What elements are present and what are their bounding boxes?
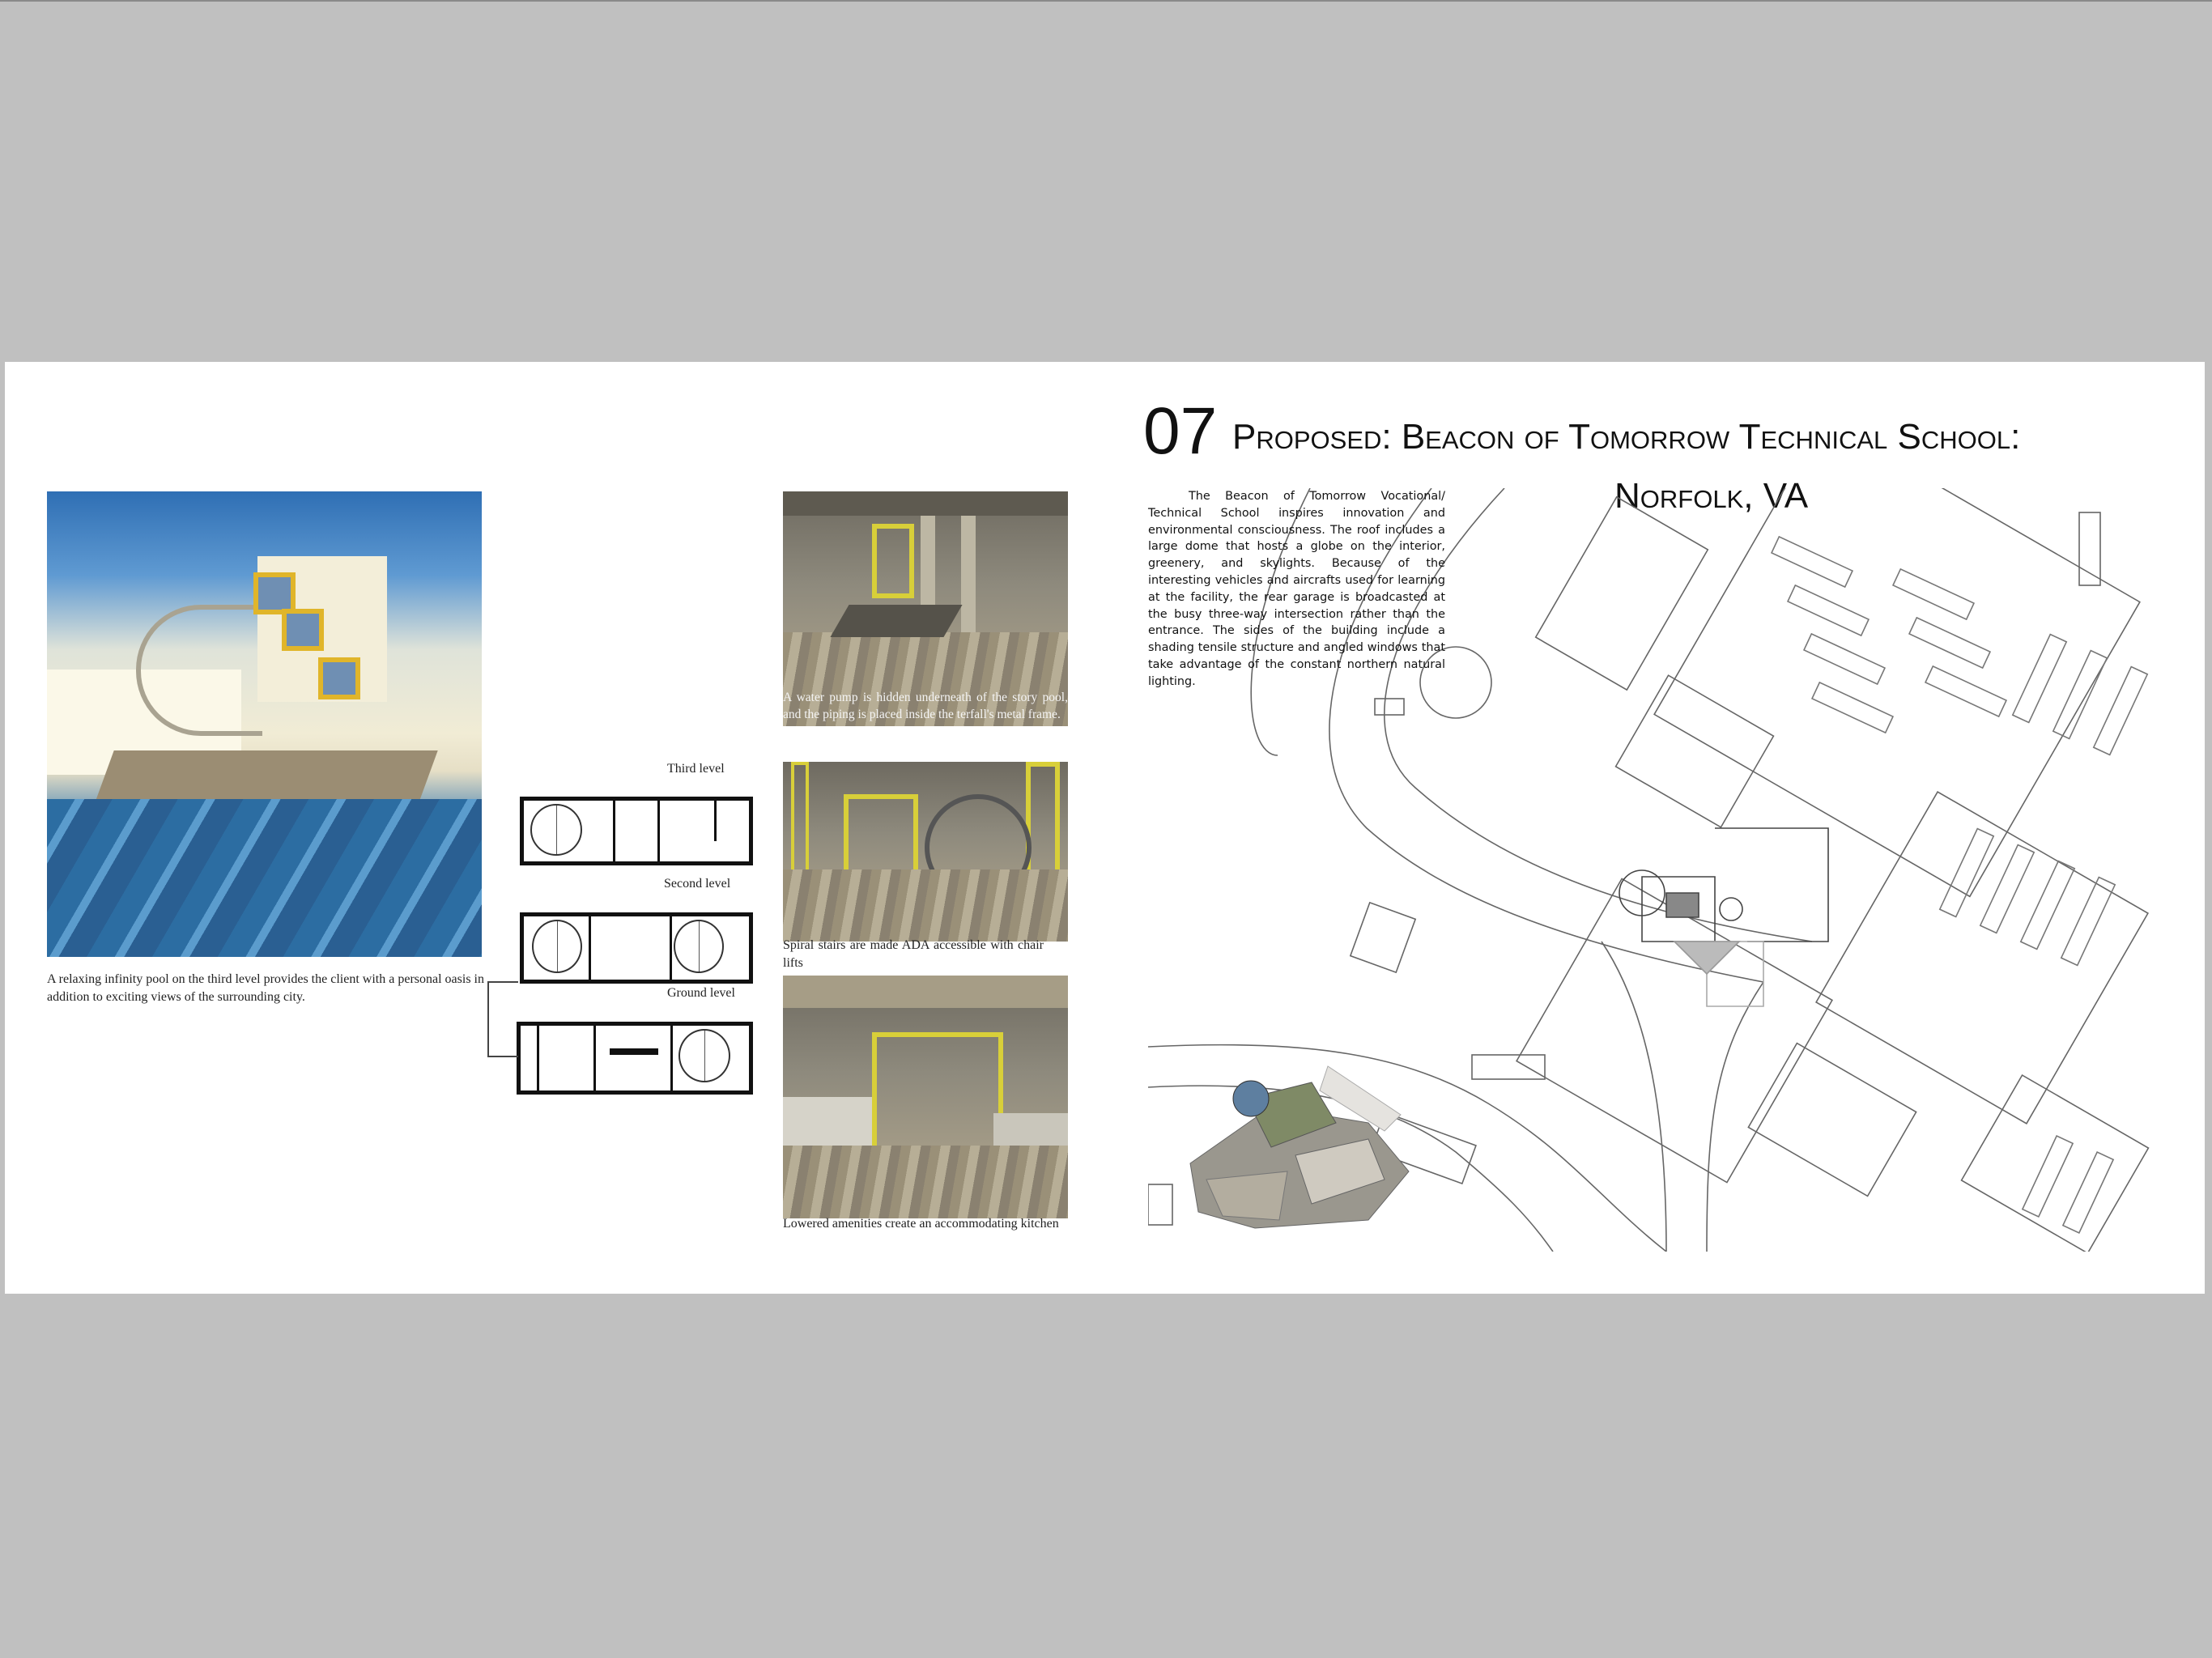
- ground-level-label: Ground level: [667, 986, 735, 1000]
- third-level-label: Third level: [667, 762, 725, 776]
- kitchen-render: [783, 976, 1068, 1218]
- water-pump-caption: A water pump is hidden underneath of the story pool, and the piping is placed inside the terfall's metal frame.: [783, 691, 1068, 721]
- second-level-plan: [520, 912, 753, 984]
- project-location: Norfolk, VA: [1614, 476, 1809, 516]
- spiral-stairs-render: [783, 762, 1068, 942]
- building-3d-render: [1174, 1050, 1417, 1236]
- project-description: The Beacon of Tomorrow Vocational/ Technical School inspires innovation and environmental consciousness. The roof includes a large dome that hosts a globe on the interior, greenery, and skylights. Because of the interesting vehicles and aircrafts used for learning at the facility, the rear garage is broadcasted at the busy three-way intersection rather than the entrance. The sides of the building include a shading tensile structure and angled windows that take advantage of the constant northern natural lighting.: [1148, 490, 1445, 688]
- portfolio-spread: [5, 362, 2205, 1294]
- infinity-pool-render: [47, 491, 482, 957]
- pool-caption: A relaxing infinity pool on the third level provides the client with a personal oasis in addition to exciting views of the surrounding city.: [47, 972, 484, 1004]
- third-level-plan: [520, 797, 753, 865]
- ground-level-plan: [517, 1022, 753, 1095]
- entry-ramp: [487, 981, 518, 1057]
- top-border: [0, 0, 2212, 2]
- kitchen-caption: Lowered amenities create an accommodating kitchen: [783, 1217, 1059, 1231]
- spiral-stairs-caption: Spiral stairs are made ADA accessible with chair lifts: [783, 938, 1044, 970]
- second-level-label: Second level: [664, 877, 731, 891]
- project-title: Proposed: Beacon of Tomorrow Technical School:: [1232, 417, 2021, 457]
- project-number: 07: [1143, 394, 1218, 468]
